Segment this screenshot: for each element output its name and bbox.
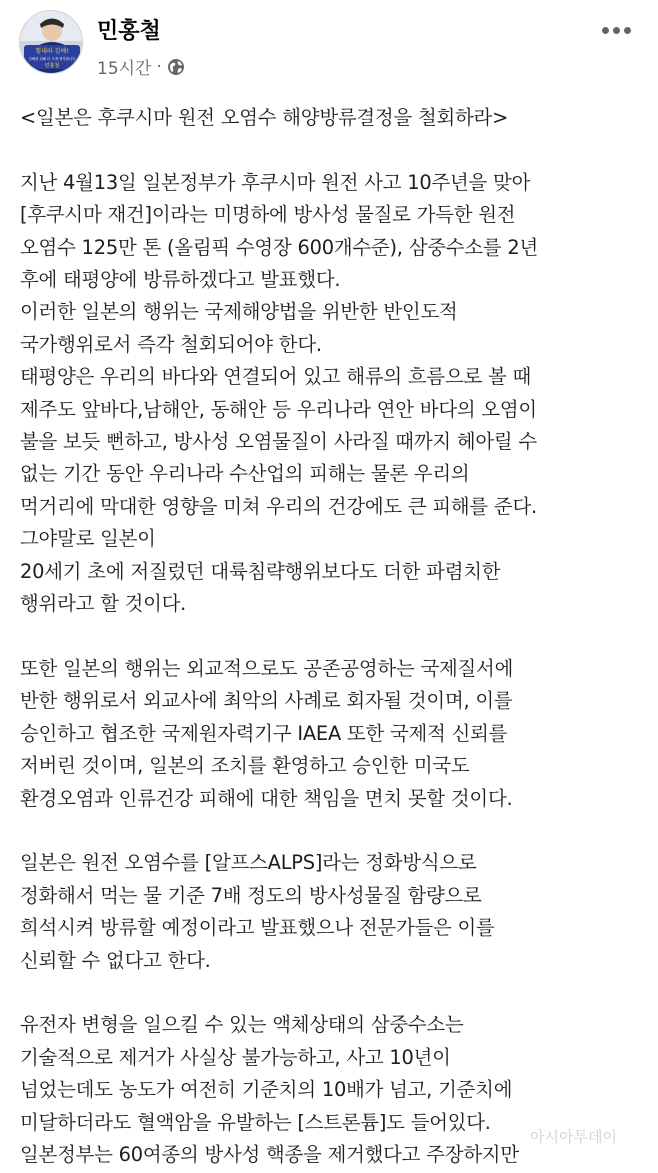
paragraph-gap xyxy=(20,977,650,1009)
post-body xyxy=(20,102,650,1171)
more-dot-icon xyxy=(602,27,609,34)
post-text-line: 그야말로 일본이 xyxy=(20,527,156,551)
watermark: 아시아투데이 xyxy=(530,1128,617,1146)
post-text-line: 또한 일본의 행위는 외교적으로도 공존공영하는 국제질서에 xyxy=(20,656,514,680)
more-dot-icon xyxy=(613,27,620,34)
globe-icon[interactable] xyxy=(167,58,185,76)
author-name[interactable]: 민홍철 xyxy=(97,19,161,44)
post-text-line: 후에 태평양에 방류하겠다고 발표했다. xyxy=(20,268,341,292)
post-text-line: 국가행위로서 즉각 철회되어야 한다. xyxy=(20,332,322,356)
post-text-line: 오염수 125만 톤 (올림픽 수영장 600개수준), 삼중수소를 2년 xyxy=(20,235,539,259)
paragraph-gap xyxy=(20,620,650,652)
post-text-line: 일본정부는 60여종의 방사성 핵종을 제거했다고 주장하지만 xyxy=(20,1142,519,1166)
post-text-line: 일본은 원전 오염수를 [알프스ALPS]라는 정화방식으로 xyxy=(20,851,477,875)
svg-text:민홍철: 민홍철 xyxy=(44,63,60,69)
post-text-line: 승인하고 협조한 국제원자력기구 IAEA 또한 국제적 신뢰를 xyxy=(20,721,508,745)
svg-text:힘내라 김해!: 힘내라 김해! xyxy=(35,48,69,55)
post-header xyxy=(0,0,658,90)
post-text-line: 이러한 일본의 행위는 국제해양법을 위반한 반인도적 xyxy=(20,300,458,324)
svg-text:김해를 위해 더 크게 생각합니다: 김해를 위해 더 크게 생각합니다 xyxy=(28,57,76,61)
post-text-line: 먹거리에 막대한 영향을 미쳐 우리의 건강에도 큰 피해를 준다. xyxy=(20,494,537,518)
post-text-line: 불을 보듯 뻔하고, 방사성 오염물질이 사라질 때까지 헤아릴 수 xyxy=(20,430,537,454)
post-text-line: 저버린 것이며, 일본의 조치를 환영하고 승인한 미국도 xyxy=(20,754,470,778)
post-text-line: 없는 기간 동안 우리나라 수산업의 피해는 물론 우리의 xyxy=(20,462,470,486)
paragraph-gap xyxy=(20,815,650,847)
more-options-button[interactable] xyxy=(596,12,636,48)
post-text-line: 태평양은 우리의 바다와 연결되어 있고 해류의 흐름으로 볼 때 xyxy=(20,365,531,389)
post-text-line: 행위라고 할 것이다. xyxy=(20,592,187,616)
post-text-line: 지난 4월13일 일본정부가 후쿠시마 원전 사고 10주년을 맞아 xyxy=(20,170,531,194)
meta-separator: · xyxy=(156,56,162,77)
post-text-line: 환경오염과 인류건강 피해에 대한 책임을 면치 못할 것이다. xyxy=(20,786,513,810)
post-text-line: 20세기 초에 저질렀던 대륙침략행위보다도 더한 파렴치한 xyxy=(20,559,501,583)
post-text-line: 기술적으로 제거가 사실상 불가능하고, 사고 10년이 xyxy=(20,1045,451,1069)
post-text-line: 미달하더라도 혈액암을 유발하는 [스트론튬]도 들어있다. xyxy=(20,1110,491,1134)
post-text-line: 희석시켜 방류할 예정이라고 발표했으나 전문가들은 이를 xyxy=(20,916,495,940)
post-text-line: 제주도 앞바다,남해안, 동해안 등 우리나라 연안 바다의 오염이 xyxy=(20,397,537,421)
post-text-line: 정화해서 먹는 물 기준 7배 정도의 방사성물질 함량으로 xyxy=(20,883,482,907)
author-avatar[interactable] xyxy=(19,10,83,74)
post-meta xyxy=(97,54,185,79)
post-text-line: 반한 행위로서 외교사에 최악의 사례로 회자될 것이며, 이를 xyxy=(20,689,513,713)
post-timestamp[interactable]: 15시간 xyxy=(97,59,152,79)
more-dot-icon xyxy=(624,27,631,34)
avatar-photo xyxy=(20,11,83,74)
paragraph-gap xyxy=(20,134,650,166)
post-text-line: [후쿠시마 재건]이라는 미명하에 방사성 물질로 가득한 원전 xyxy=(20,203,516,227)
post-text-line: 신뢰할 수 없다고 한다. xyxy=(20,948,211,972)
post-text-line: <일본은 후쿠시마 원전 오염수 해양방류결정을 철회하라> xyxy=(20,106,509,129)
post-text-line: 넘었는데도 농도가 여전히 기준치의 10배가 넘고, 기준치에 xyxy=(20,1078,513,1102)
post-text-line: 유전자 변형을 일으킬 수 있는 액체상태의 삼중수소는 xyxy=(20,1013,464,1037)
